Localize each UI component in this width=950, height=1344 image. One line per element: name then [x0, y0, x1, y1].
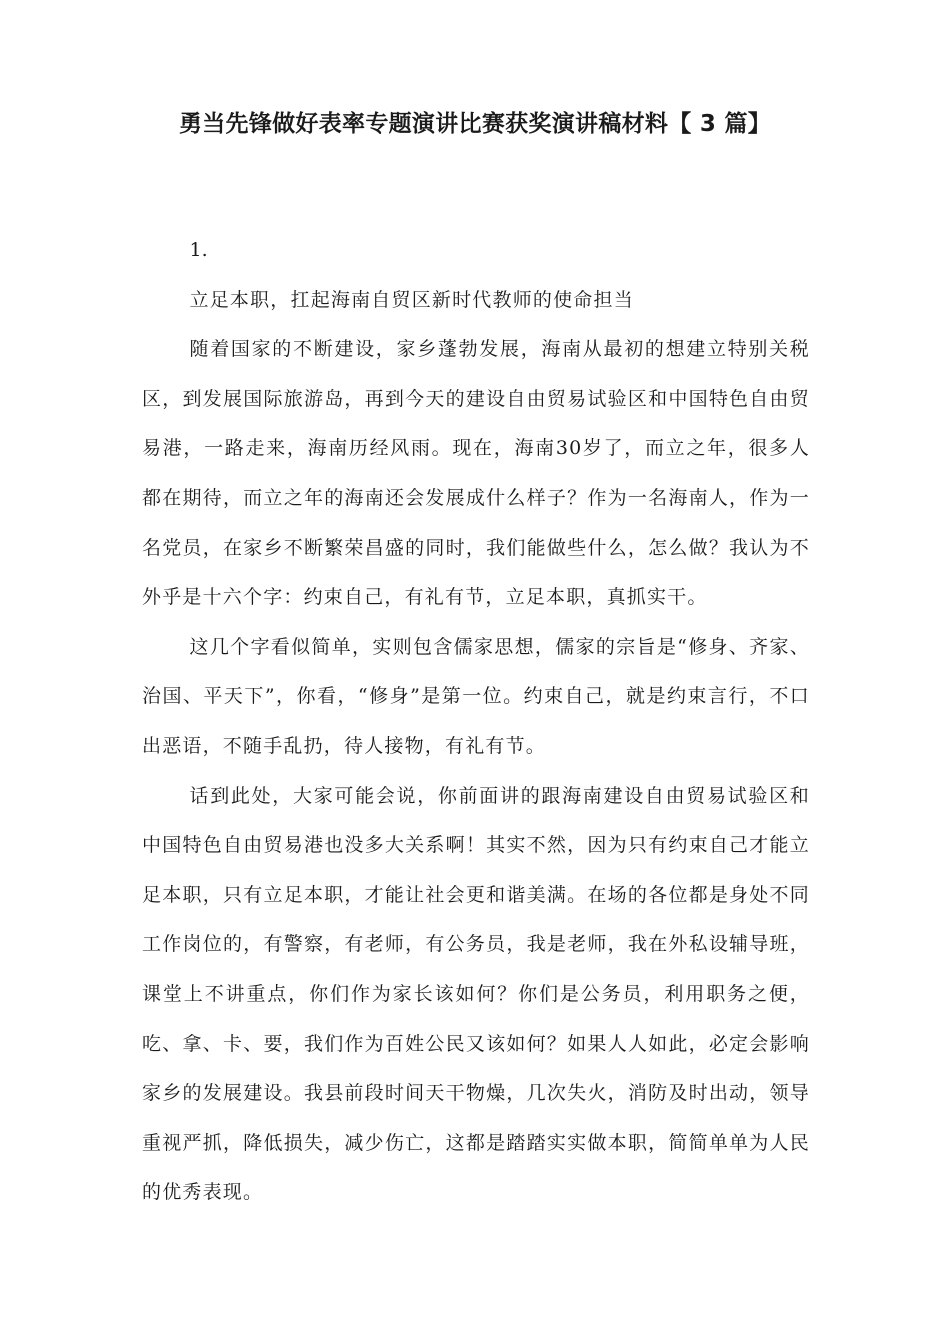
section-heading: 立足本职，扛起海南自贸区新时代教师的使命担当 [189, 288, 634, 311]
document-title: 勇当先锋做好表率专题演讲比赛获奖演讲稿材料【 3 篇】 [178, 111, 772, 137]
paragraph: 这几个字看似简单，实则包含儒家思想，儒家的宗旨是“修身、齐家、治国、平天下”，你看，“修身”是第一位。约束自己，就是约束言行，不口出恶语，不随手乱扔，待人接物，有礼有节。 [142, 635, 810, 757]
paragraph: 随着国家的不断建设，家乡蓬勃发展，海南从最初的想建立特别关税区，到发展国际旅游岛，再到今天的建设自由贸易试验区和中国特色自由贸易港，一路走来，海南历经风雨。现在，海南30岁了，而立之年，很多人都在期待，而立之年的海南还会发展成什么样子？作为一名海南人，作为一名党员，在家乡不断繁荣昌盛的同时，我们能做些什么，怎么做？我认为不外乎是十六个字：约束自己，有礼有节，立足本职，真抓实干。 [142, 338, 810, 609]
section-number: 1. [189, 239, 208, 261]
paragraph: 话到此处，大家可能会说，你前面讲的跟海南建设自由贸易试验区和中国特色自由贸易港也没多大关系啊！其实不然，因为只有约束自己才能立足本职，只有立足本职，才能让社会更和谐美满。在场的各位都是身处不同工作岗位的，有警察，有老师，有公务员，我是老师，我在外私设辅导班，课堂上不讲重点，你们作为家长该如何？你们是公务员，利用职务之便，吃、拿、卡、要，我们作为百姓公民又该如何？如果人人如此，必定会影响家乡的发展建设。我县前段时间天干物燥，几次失火，消防及时出动，领导重视严抓，降低损失，减少伤亡，这都是踏踏实实做本职，简简单单为人民的优秀表现。 [142, 784, 810, 1204]
document-body [142, 226, 810, 1218]
